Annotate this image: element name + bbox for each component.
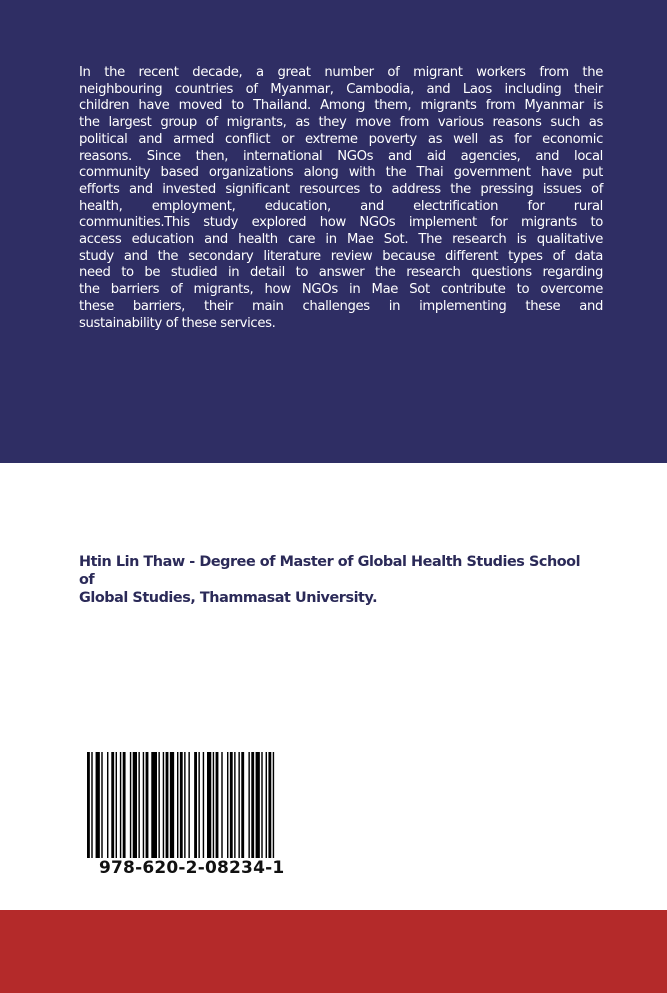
barcode-bar [227,752,228,858]
barcode-bar [123,752,126,858]
blurb-line: children have moved to Thailand. Among them, migrants from Myanmar is [79,98,603,114]
barcode-bar [143,752,144,858]
blurb-line: efforts and invested significant resources to address the pressing issues of [79,181,603,197]
barcode-bar [130,752,131,858]
barcode-bar [198,752,199,858]
blurb-line: In the recent decade, a great number of migrant workers from the [79,65,603,80]
barcode-bar [166,752,169,858]
barcode-bar [158,752,159,858]
blurb-line: health, employment, education, and electrification for rural [79,198,603,214]
barcode-bar [111,752,114,858]
author-info [79,553,599,607]
barcode-bar [163,752,164,858]
blurb-line: community based organizations along with the Thai government have put [79,165,603,181]
blurb-line: reasons. Since then, international NGOs and aid agencies, and local [79,148,603,164]
isbn-number: 978-620-2-08234-1 [99,858,285,878]
blurb-line: the largest group of migrants, as they move from various reasons such as [79,115,603,131]
barcode-bar [138,752,139,858]
barcode-bar [146,752,149,858]
barcode-bar [151,752,157,858]
barcode-bar [188,752,189,858]
barcode-bar [203,752,204,858]
barcode-bar [216,752,219,858]
bottom-red-band [0,910,667,993]
blurb-line: sustainability of these services. [79,315,276,331]
barcode-bar [177,752,178,858]
blurb-line: the barriers of migrants, how NGOs in Mae Sot contribute to overcome [79,282,603,298]
barcode-bar [184,752,185,858]
barcode-bar [96,752,100,858]
author-line-2: Global Studies, Thammasat University. [79,590,378,606]
barcode-bar [234,752,235,858]
blurb-paragraph [79,65,603,332]
barcode-bar [230,752,233,858]
barcode-bar [261,752,262,858]
barcode-bar [238,752,239,858]
barcode-bar [251,752,254,858]
barcode-bar [101,752,102,858]
barcode-bar [116,752,117,858]
blurb-line: neighbouring countries of Myanmar, Cambodia, and Laos including their [79,81,603,97]
blurb-line: communities.This study explored how NGOs implement for migrants to [79,215,603,231]
barcode-bar [91,752,92,858]
blurb-line: political and armed conflict or extreme poverty as well as for economic [79,131,603,147]
isbn-barcode [87,752,277,858]
barcode-bar [207,752,211,858]
blurb-line: study and the secondary literature review because different types of data [79,248,603,264]
barcode-bar [120,752,121,858]
blurb-line: need to be studied in detail to answer the research questions regarding [79,265,603,281]
top-navy-band [0,0,667,463]
author-line-1: Htin Lin Thaw - Degree of Master of Global Health Studies School of [79,554,581,588]
barcode-bar [273,752,274,858]
barcode-bar [266,752,267,858]
barcode-bar [256,752,260,858]
barcode-bar [170,752,174,858]
barcode-bar [213,752,214,858]
barcode-bar [180,752,183,858]
blurb-line: access education and health care in Mae Sot. The research is qualitative [79,232,603,248]
barcode-bar [248,752,249,858]
blurb-line: these barriers, their main challenges in implementing these and [79,298,603,314]
barcode-bar [87,752,90,858]
barcode-bar [221,752,222,858]
barcode-bar [133,752,137,858]
barcode-bar [194,752,197,858]
barcode-bar [241,752,244,858]
barcode-bar [107,752,108,858]
barcode-bar [268,752,271,858]
